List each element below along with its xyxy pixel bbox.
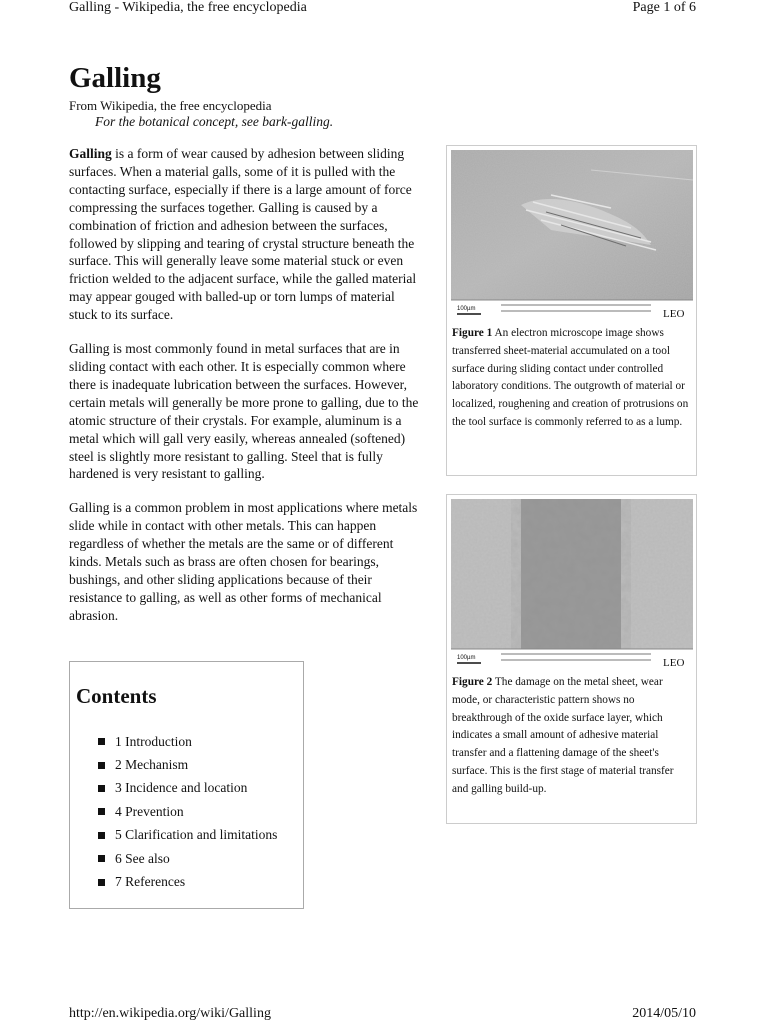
bullet-icon (98, 808, 105, 815)
toc-item-mechanism[interactable] (98, 753, 277, 776)
paragraph-1 (69, 145, 425, 324)
figure-2-logo: LEO (663, 657, 685, 669)
paragraph-3: Galling is a common problem in most applications where metals slide while in contact with other metals. This can happen regardless of whether the metals are the same or of different kinds. Metals such as brass are often chosen for bearings, bushings, and other sliding applications because of their resistance to galling, as well as other forms of mechanical abrasion. (69, 500, 418, 623)
figure-1-scale-label: 100µm (457, 306, 476, 312)
figure-2-caption-text: The damage on the metal sheet, wear mode, or characteristic pattern shows no breakthrough of the oxide surface layer, which indicates a small amount of adhesive material transfer and a flattening damage of the sheet's surface. This is the first stage of material transfer and galling build-up. (452, 676, 674, 795)
paragraph-1-text: is a form of wear caused by adhesion between sliding surfaces. When a material galls, some of it is pulled with the contacting surface, especially if there is a large amount of force compressing the surfaces together. Galling is caused by a combination of friction and adhesion between the surfaces, followed by slipping and tearing of crystal structure beneath the surface. This will generally leave some material stuck or even friction welded to the adjacent surface, while the galled material may appear gouged with balled-up or torn lumps of material stuck to its surface. (69, 146, 417, 323)
figure-1-caption-text: An electron microscope image shows transferred sheet-material accumulated on a tool surface during sliding contact under controlled laboratory conditions. The outgrowth of material or localized, roughening and creation of protrusions on the tool surface is commonly referred to as a lump. (452, 327, 689, 428)
toc-item-label: 4 Prevention (115, 803, 184, 819)
bullet-icon (98, 762, 105, 769)
figure-1-label: Figure 1 (452, 327, 493, 339)
figure-1-micrograph (451, 150, 693, 322)
toc-item-incidence[interactable] (98, 777, 277, 800)
footer-url: http://en.wikipedia.org/wiki/Galling (69, 1006, 271, 1021)
bullet-icon (98, 785, 105, 792)
bullet-icon (98, 738, 105, 745)
figure-2-scale-label: 100µm (457, 655, 476, 661)
toc-item-prevention[interactable] (98, 800, 277, 823)
footer-date: 2014/05/10 (632, 1006, 696, 1021)
toc-item-references[interactable] (98, 870, 277, 893)
toc-item-introduction[interactable] (98, 730, 277, 753)
toc-title: Contents (76, 684, 157, 708)
bullet-icon (98, 879, 105, 886)
bullet-icon (98, 832, 105, 839)
table-of-contents (69, 661, 304, 909)
figure-2 (446, 494, 697, 824)
figure-2-label: Figure 2 (452, 676, 493, 688)
toc-item-see-also[interactable] (98, 847, 277, 870)
toc-list (98, 730, 277, 894)
hatnote: For the botanical concept, see bark-galling. (95, 114, 334, 129)
figure-1-logo: LEO (663, 308, 685, 320)
toc-item-label: 7 References (115, 874, 186, 890)
bullet-icon (98, 855, 105, 862)
page-indicator: Page 1 of 6 (632, 0, 696, 15)
figure-1-caption (452, 325, 692, 432)
toc-item-label: 3 Incidence and location (115, 780, 248, 796)
article-body (69, 145, 425, 641)
toc-item-label: 5 Clarification and limitations (115, 827, 278, 843)
paragraph-2: Galling is most commonly found in metal surfaces that are in sliding contact with each other. It is especially common where there is inadequate lubrication between the surfaces. However, certain metals will generally be more prone to galling, due to the atomic structure of their crystals. For example, aluminum is a metal which will gall very easily, whereas annealed (softened) steel is slightly more resistant to galling. Steel that is fully hardened is very resistant to galling. (69, 341, 419, 482)
toc-item-label: 6 See also (115, 850, 170, 866)
page-title: Galling (69, 62, 161, 94)
figure-2-caption (452, 674, 692, 799)
figure-2-micrograph (451, 499, 693, 671)
toc-item-label: 1 Introduction (115, 733, 192, 749)
toc-item-clarification[interactable] (98, 824, 277, 847)
toc-item-label: 2 Mechanism (115, 757, 189, 773)
print-header-title: Galling - Wikipedia, the free encyclopedia (69, 0, 307, 15)
term-galling: Galling (69, 146, 112, 161)
subtitle-from: From Wikipedia, the free encyclopedia (69, 98, 272, 113)
figure-1 (446, 145, 697, 476)
